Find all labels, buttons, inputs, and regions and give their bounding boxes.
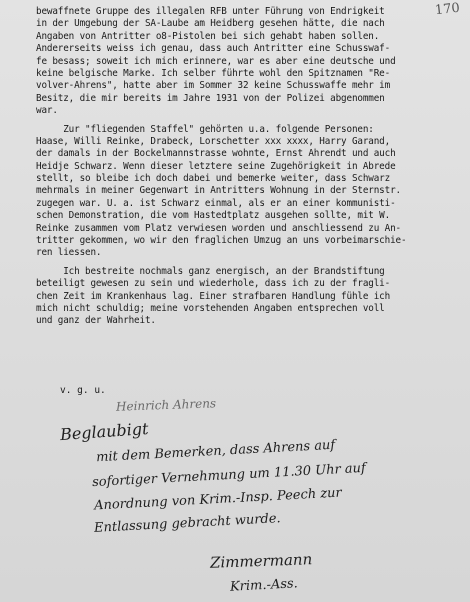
typed-line: stellt, so bleibe ich doch dabei und bemerke weiter, dass Schwarz	[36, 173, 391, 185]
interviewee-signature: Heinrich Ahrens	[115, 396, 217, 414]
typed-line: zugegen war. U. a. ist Schwarz einmal, als er an einer kommunisti-	[36, 197, 396, 209]
typed-line: beteiligt gewesen zu sein und wiederhole, dass ich zu der fragli-	[36, 278, 391, 290]
typed-line: schen Demonstration, die vom Hastedtplatz ausgehen sollte, mit W.	[36, 210, 391, 222]
attestation-line: sofortiger Vernehmung um 11.30 Uhr auf	[91, 460, 367, 491]
typed-text-block	[36, 6, 462, 328]
typed-line: fe besass; soweit ich mich erinnere, war es aber eine deutsche und	[36, 55, 396, 67]
typed-line: chen Zeit im Krankenhaus lag. Einer strafbaren Handlung fühle ich	[36, 290, 391, 302]
attestation-title: Beglaubigt	[59, 418, 150, 445]
typed-line: Angaben von Antritter o8-Pistolen bei sich gehabt haben sollen.	[36, 30, 380, 42]
typed-line: Reinke zusammen vom Platz verwiesen worden und anschliessend zu An-	[36, 222, 401, 234]
official-rank: Krim.-Ass.	[229, 576, 299, 595]
typed-line: tritter gekommen, wo wir den fraglichen Umzug an uns vorbeimarschie-	[36, 235, 407, 247]
typed-line: war.	[36, 105, 58, 117]
typed-line: keine belgische Marke. Ich selber führte wohl den Spitznamen "Re-	[36, 67, 391, 79]
signoff-abbreviation: v. g. u.	[60, 385, 106, 396]
typed-line: der damals in der Bockelmannstrasse wohnte, Ernst Ahrendt und auch	[36, 148, 396, 160]
official-signature: Zimmermann	[209, 550, 313, 572]
typed-line: ren liessen.	[36, 247, 102, 259]
typed-line: Ich bestreite nochmals ganz energisch, an der Brandstiftung	[36, 265, 385, 277]
attestation-line: Entlassung gebracht wurde.	[93, 511, 281, 536]
attestation-line: Anordnung von Krim.-Insp. Peech zur	[93, 485, 343, 514]
typed-line: mehrmals in meiner Gegenwart in Antritters Wohnung in der Sternstr.	[36, 185, 401, 197]
typed-line: Zur "fliegenden Staffel" gehörten u.a. folgende Personen:	[36, 123, 374, 135]
typed-line: volver-Ahrens", hatte aber im Sommer 32 keine Schusswaffe mehr im	[36, 80, 391, 92]
typed-line: in der Umgebung der SA-Laube am Heidberg gesehen hätte, die nach	[36, 18, 385, 30]
typed-line: Besitz, die mir bereits im Jahre 1931 von der Polizei abgenommen	[36, 92, 385, 104]
page-number: 170	[434, 0, 461, 19]
typed-line: bewaffnete Gruppe des illegalen RFB unter Führung von Endrigkeit	[36, 6, 385, 17]
typed-line: Andererseits weiss ich genau, dass auch Antritter eine Schusswaf-	[36, 43, 391, 55]
typed-line: Heidje Schwarz. Wenn dieser letztere seine Zugehörigkeit in Abrede	[36, 160, 396, 172]
typed-line: Haase, Willi Reinke, Drabeck, Lorschetter xxx xxxx, Harry Garand,	[36, 135, 391, 147]
typed-line: mich nicht schuldig; meine vorstehenden Angaben entsprechen voll	[36, 302, 385, 314]
attestation-line: mit dem Bemerken, dass Ahrens auf	[95, 437, 336, 466]
typed-line: und ganz der Wahrheit.	[36, 315, 156, 327]
